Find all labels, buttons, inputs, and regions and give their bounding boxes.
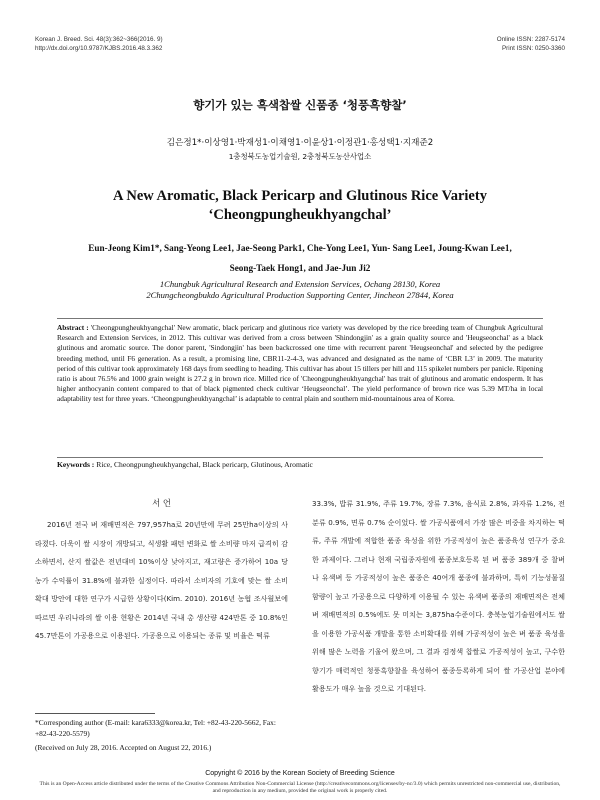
section-heading: 서 언 [152,498,171,508]
print-issn: Print ISSN: 0250-3360 [501,45,565,52]
license-notice: This is an Open-Access article distributed under the terms of the Creative Commons Attribution Non-Commercial License (http://creativecommons.org/licenses/by-nc/3.0) which permits unrestricted non-commercial use, distribution, and reproduction in any medium, provided the original work is properly cited. [39,781,561,794]
english-title-line1: A New Aromatic, Black Pericarp and Glutinous Rice Variety [113,188,487,204]
online-issn: Online ISSN: 2287-5174 [496,36,565,43]
keywords [57,460,543,469]
received-dates: (Received on July 28, 2016. Accepted on August 22, 2016.) [35,743,212,752]
korean-authors: 김은정1*·이상영1·박재성1·이채영1·이윤상1·이정관1·홍성택1·지재준2 [166,138,434,148]
korean-title: 향기가 있는 흑색찹쌀 신품종 ‘청풍흑향찰’ [193,98,407,112]
english-affiliation-1: 1Chungbuk Agricultural Research and Extension Services, Ochang 28130, Korea [159,279,441,289]
body-right-column: 33.3%, 밥류 31.9%, 주류 19.7%, 장류 7.3%, 음식료 2.8%, 과자류 1.2%, 전분류 0.9%, 면류 0.7% 순이었다. 쌀 가공식품에서 가장 많은 비중을 차지하는 떡류, 주류 개발에 적합한 품종 육성을 위한 가공적성이 높은 품종육성 연구가 중요한 과제이다. 그러나 현재 국립종자원에 품종보호등록 된 벼 품종 389개 중 찰벼나 유색벼 등 가공적성이 높은 품종은 40여개 품종에 불과하며, 특히 기능성물질 함량이 높고 가공용으로 다양하게 이용될 수 있는 유색벼 품종의 재배면적은 전체 벼 재배면적의 0.5%에도 못 미치는 3,875ha수준이다. 충북농업기술원에서도 쌀을 이용한 가공식품 개발을 통한 소비확대를 위해 가공적성이 높은 벼 품종 육성을 위해 많은 노력을 기울여 왔으며, 그 결과 검정색 찹쌀로 가공적성이 높고, 구수한 향기가 매력적인 청풍흑향찰을 육성하여 품종등록하게 되어 쌀 가공산업 분야에 활용도가 매우 높을 것으로 기대된다. [312,499,565,693]
english-title [35,187,565,225]
english-authors-line2: Seong-Taek Hong1, and Jae-Jun Ji2 [229,263,371,273]
abstract-text: 'Cheongpungheukhyangchal' New aromatic, black pericarp and glutinous rice variety was developed by the rice breeding team of Chungbuk Agricultural Research and Extension Services, in 2012. This cultivar was derived from a cross between 'Shindongjin' as a grain quality source and 'Heugseonchal' as a black glutinous and aromatic source. The donor parent, 'Sindongjin' has been backcrossed one time with recurrent parent 'Heugseonchal' and selected by the pedigree breeding method, until F6 generation. As a result, a promising line, CBR11-2-4-3, was advanced and designated as the name of ‘CBR L3’ in 2009. The maturity period of this cultivar took approximately 168 days from seedling to heading. This cultivar has about 15 tillers per hill and 115 spikelet numbers per panicle. Ripening ratio is about 76.5% and 1000 grain weight is 27.2 g in brown rice. Milled rice of 'Cheongpungheukhyangchal' has trait of glutinous and aromatic endosperm. It has higher anthocyanin content compared to that of black pigmented check cultivar ‘Heugseonchal’. The yield performance of brown rice was 5.39 MT/ha in local adaptability test for three years. ‘Cheongpungheukhyangchal’ is adaptable to central plain and southern mid-mountainous area of Korea. [57,323,543,404]
abstract-label: Abstract : [57,323,89,332]
journal-citation: Korean J. Breed. Sci. 48(3):362~366(2016. 9) [35,36,163,43]
body-left-column: 2016년 전국 벼 재배면적은 797,957ha로 20년만에 무려 25만ha이상의 사라졌다. 더욱이 쌀 시장이 개방되고, 식생활 패턴 변화로 쌀 소비량 마저 급격히 감소하면서, 산지 쌀값은 전년대비 10%이상 낮아지고, 재고량은 증가하여 10a 당 농가 수익률이 31.8%에 불과한 실정이다. 따라서 소비자의 기호에 맞는 쌀 소비 확대 방안에 대한 연구가 시급한 상황이다(Kim. 2010). 2016년 농협 조사월보에 따르면 우리나라의 쌀 이용 현황은 2014년 국내 총 생산량 424만톤 중 10.8%인 45.7만톤이 가공용으로 이용된다. 가공용으로 이용되는 종류 및 비율은 떡류 [35,520,288,640]
footnote-rule [35,713,155,714]
keywords-text: Rice, Cheongpungheukhyangchal, Black pericarp, Glutinous, Aromatic [96,460,313,469]
english-title-line2: ‘Cheongpungheukhyangchal’ [208,207,392,223]
english-authors-line1: Eun-Jeong Kim1*, Sang-Yeong Lee1, Jae-Seong Park1, Che-Yong Lee1, Yun- Sang Lee1, Joung-Kwan Lee1, [88,243,512,253]
abstract-box [57,318,543,458]
korean-affiliations: 1충청북도농업기술원, 2충청북도농산사업소 [228,152,372,161]
keywords-label: Keywords : [57,460,95,469]
english-affiliations [35,279,565,301]
copyright: Copyright © 2016 by the Korean Society of Breeding Science [205,770,395,777]
corresponding-author: *Corresponding author (E-mail: kara6333@korea.kr, Tel: +82-43-220-5662, Fax: +82-43-220-5579) [35,718,276,738]
english-authors [35,238,565,278]
doi-link[interactable]: http://dx.doi.org/10.9787/KJBS.2016.48.3.362 [35,45,163,52]
english-affiliation-2: 2Chungcheongbukdo Agricultural Production Supporting Center, Jincheon 27844, Korea [146,290,454,300]
